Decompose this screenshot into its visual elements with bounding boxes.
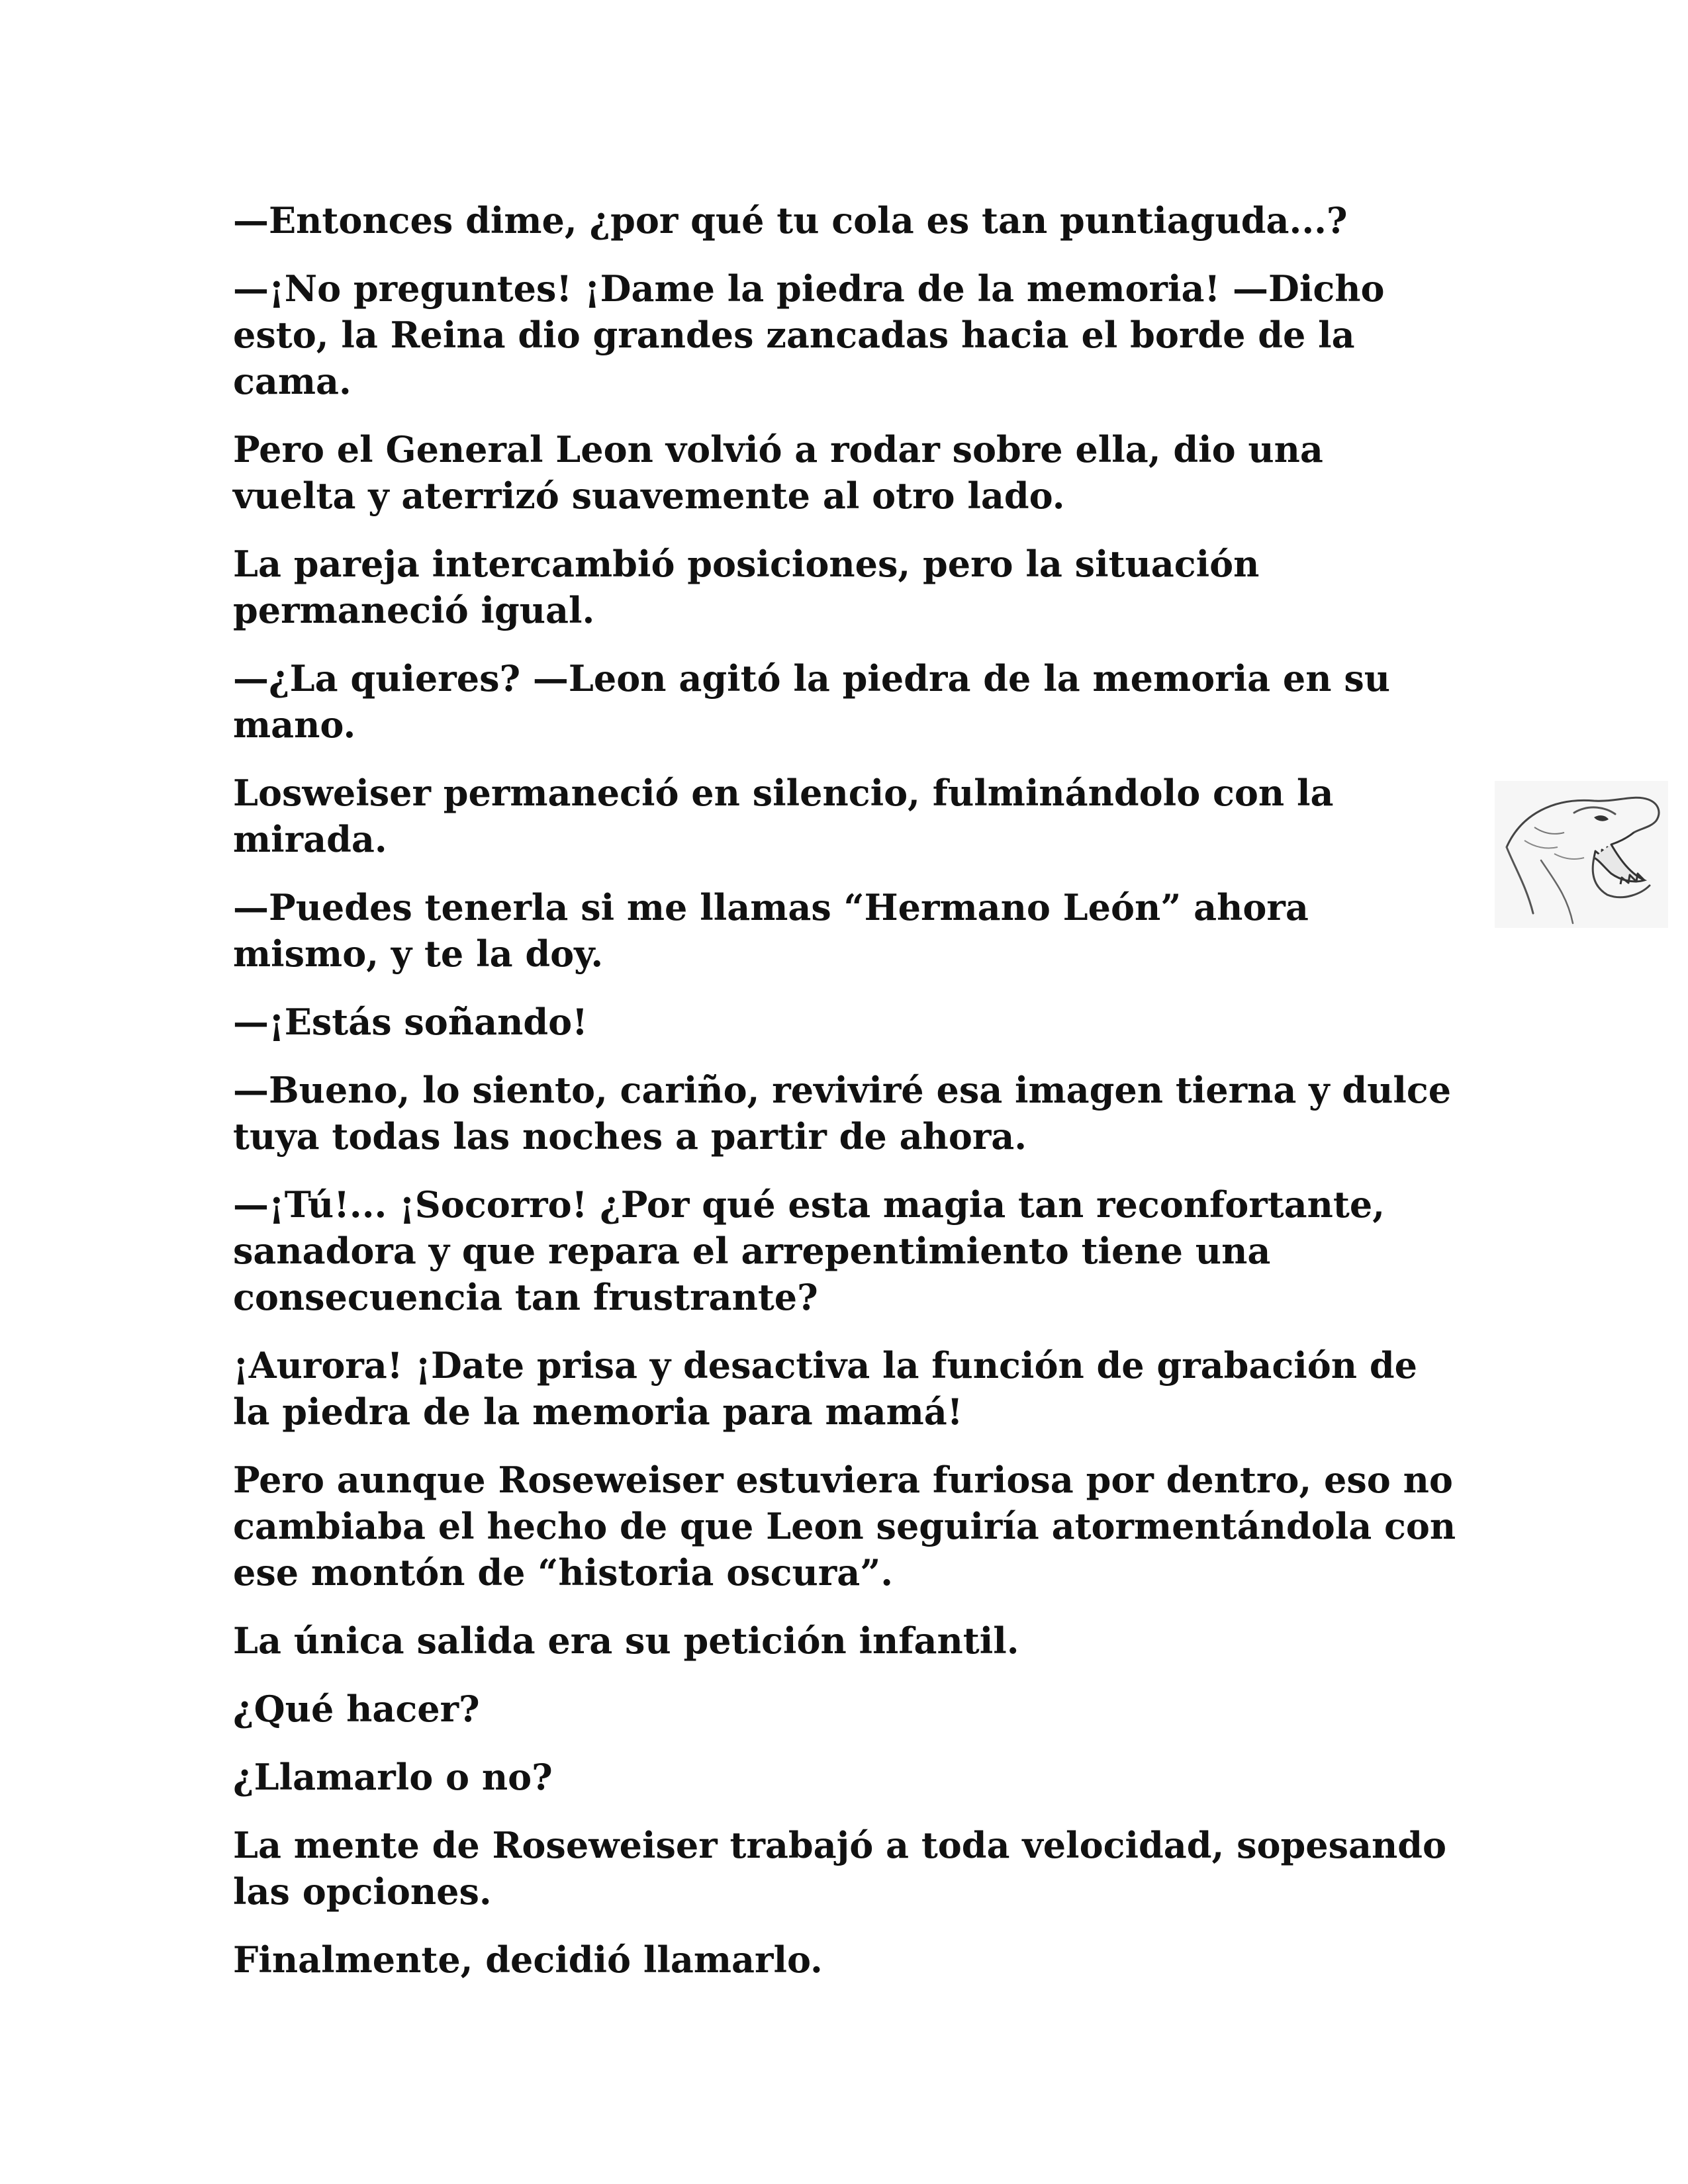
paragraph: La pareja intercambió posiciones, pero la situación permaneció igual. bbox=[233, 543, 1260, 631]
paragraph: ¡Aurora! ¡Date prisa y desactiva la función de grabación de la piedra de la memoria para mamá! bbox=[233, 1344, 1417, 1433]
dinosaur-head-sketch-icon bbox=[1495, 781, 1668, 928]
paragraph: Pero el General Leon volvió a rodar sobre ella, dio una vuelta y aterrizó suavemente al otro lado. bbox=[233, 428, 1323, 517]
paragraph: ¿Llamarlo o no? bbox=[233, 1756, 553, 1798]
paragraph: La única salida era su petición infantil. bbox=[233, 1619, 1019, 1662]
paragraph: —Puedes tenerla si me llamas “Hermano León” ahora mismo, y te la doy. bbox=[233, 886, 1309, 975]
paragraph: —Entonces dime, ¿por qué tu cola es tan puntiaguda...? bbox=[233, 199, 1348, 242]
text-body bbox=[233, 197, 1458, 2005]
paragraph: —¿La quieres? —Leon agitó la piedra de la memoria en su mano. bbox=[233, 657, 1390, 746]
paragraph: —¡No preguntes! ¡Dame la piedra de la memoria! —Dicho esto, la Reina dio grandes zancadas hacia el borde de la cama. bbox=[233, 267, 1385, 402]
paragraph: La mente de Roseweiser trabajó a toda velocidad, sopesando las opciones. bbox=[233, 1824, 1447, 1913]
paragraph: Losweiser permaneció en silencio, fulminándolo con la mirada. bbox=[233, 772, 1334, 860]
paragraph: —¡Tú!... ¡Socorro! ¿Por qué esta magia tan reconfortante, sanadora y que repara el arrepentimiento tiene una consecuencia tan frustrante? bbox=[233, 1183, 1385, 1318]
paragraph: —¡Estás soñando! bbox=[233, 1001, 588, 1043]
paragraph: Finalmente, decidió llamarlo. bbox=[233, 1938, 823, 1981]
paragraph: —Bueno, lo siento, cariño, reviviré esa imagen tierna y dulce tuya todas las noches a partir de ahora. bbox=[233, 1069, 1452, 1158]
paragraph: Pero aunque Roseweiser estuviera furiosa por dentro, eso no cambiaba el hecho de que Leon seguiría atormentándola con ese montón de “historia oscura”. bbox=[233, 1459, 1456, 1594]
paragraph: ¿Qué hacer? bbox=[233, 1688, 480, 1730]
